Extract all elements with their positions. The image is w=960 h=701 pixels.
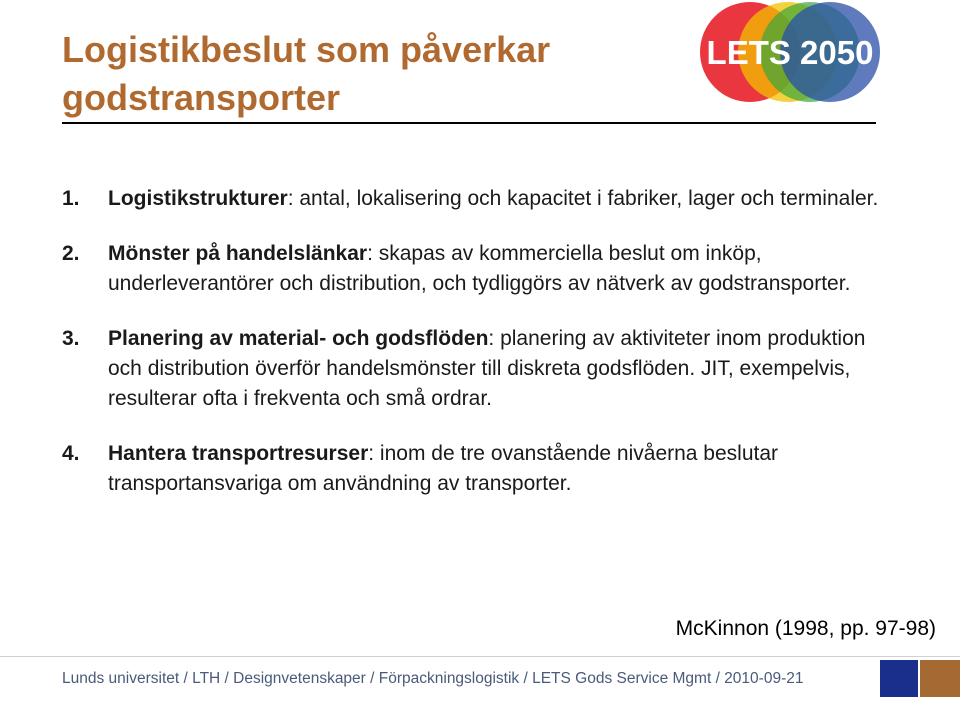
logo-text: LETS 2050 bbox=[706, 34, 874, 71]
item-description: : planering av aktiviteter inom produktion och distribution överför handelsmönster till diskreta godsflöden. JIT, exempelvis, resulterar ofta i frekventa och små ordrar. bbox=[108, 327, 866, 410]
footer-brown-square bbox=[920, 660, 960, 697]
item-number: 2. bbox=[62, 242, 80, 265]
slide-title: Logistikbeslut som påverkar godstransporter bbox=[62, 29, 551, 118]
footer-divider bbox=[0, 656, 960, 657]
list-item bbox=[62, 184, 892, 214]
footer-blue-square bbox=[880, 660, 918, 697]
item-term: Logistikstrukturer bbox=[108, 187, 288, 210]
footer-text: Lunds universitet / LTH / Designvetenskaper / Förpackningslogistik / LETS Gods Service Mgmt / 2010-09-21 bbox=[62, 670, 804, 687]
item-term: Hantera transportresurser bbox=[108, 442, 369, 465]
title-divider bbox=[62, 122, 876, 124]
item-description: : inom de tre ovanstående nivåerna beslutar transportansvariga om användning av transporter. bbox=[108, 442, 779, 495]
item-description: : skapas av kommerciella beslut om inköp, underleverantörer och distribution, och tydliggörs av nätverk av godstransporter. bbox=[108, 242, 851, 295]
list-item bbox=[62, 239, 892, 299]
citation: McKinnon (1998, pp. 97-98) bbox=[675, 617, 936, 640]
item-number: 4. bbox=[62, 442, 80, 465]
list-item bbox=[62, 324, 892, 414]
item-number: 3. bbox=[62, 327, 80, 350]
list-item bbox=[62, 439, 892, 499]
lets-2050-logo bbox=[700, 2, 880, 102]
item-description: : antal, lokalisering och kapacitet i fabriker, lager och terminaler. bbox=[287, 187, 879, 210]
item-term: Mönster på handelslänkar bbox=[108, 242, 368, 265]
item-term: Planering av material- och godsflöden bbox=[108, 327, 489, 350]
decision-levels-list bbox=[62, 184, 892, 524]
item-number: 1. bbox=[62, 187, 80, 210]
